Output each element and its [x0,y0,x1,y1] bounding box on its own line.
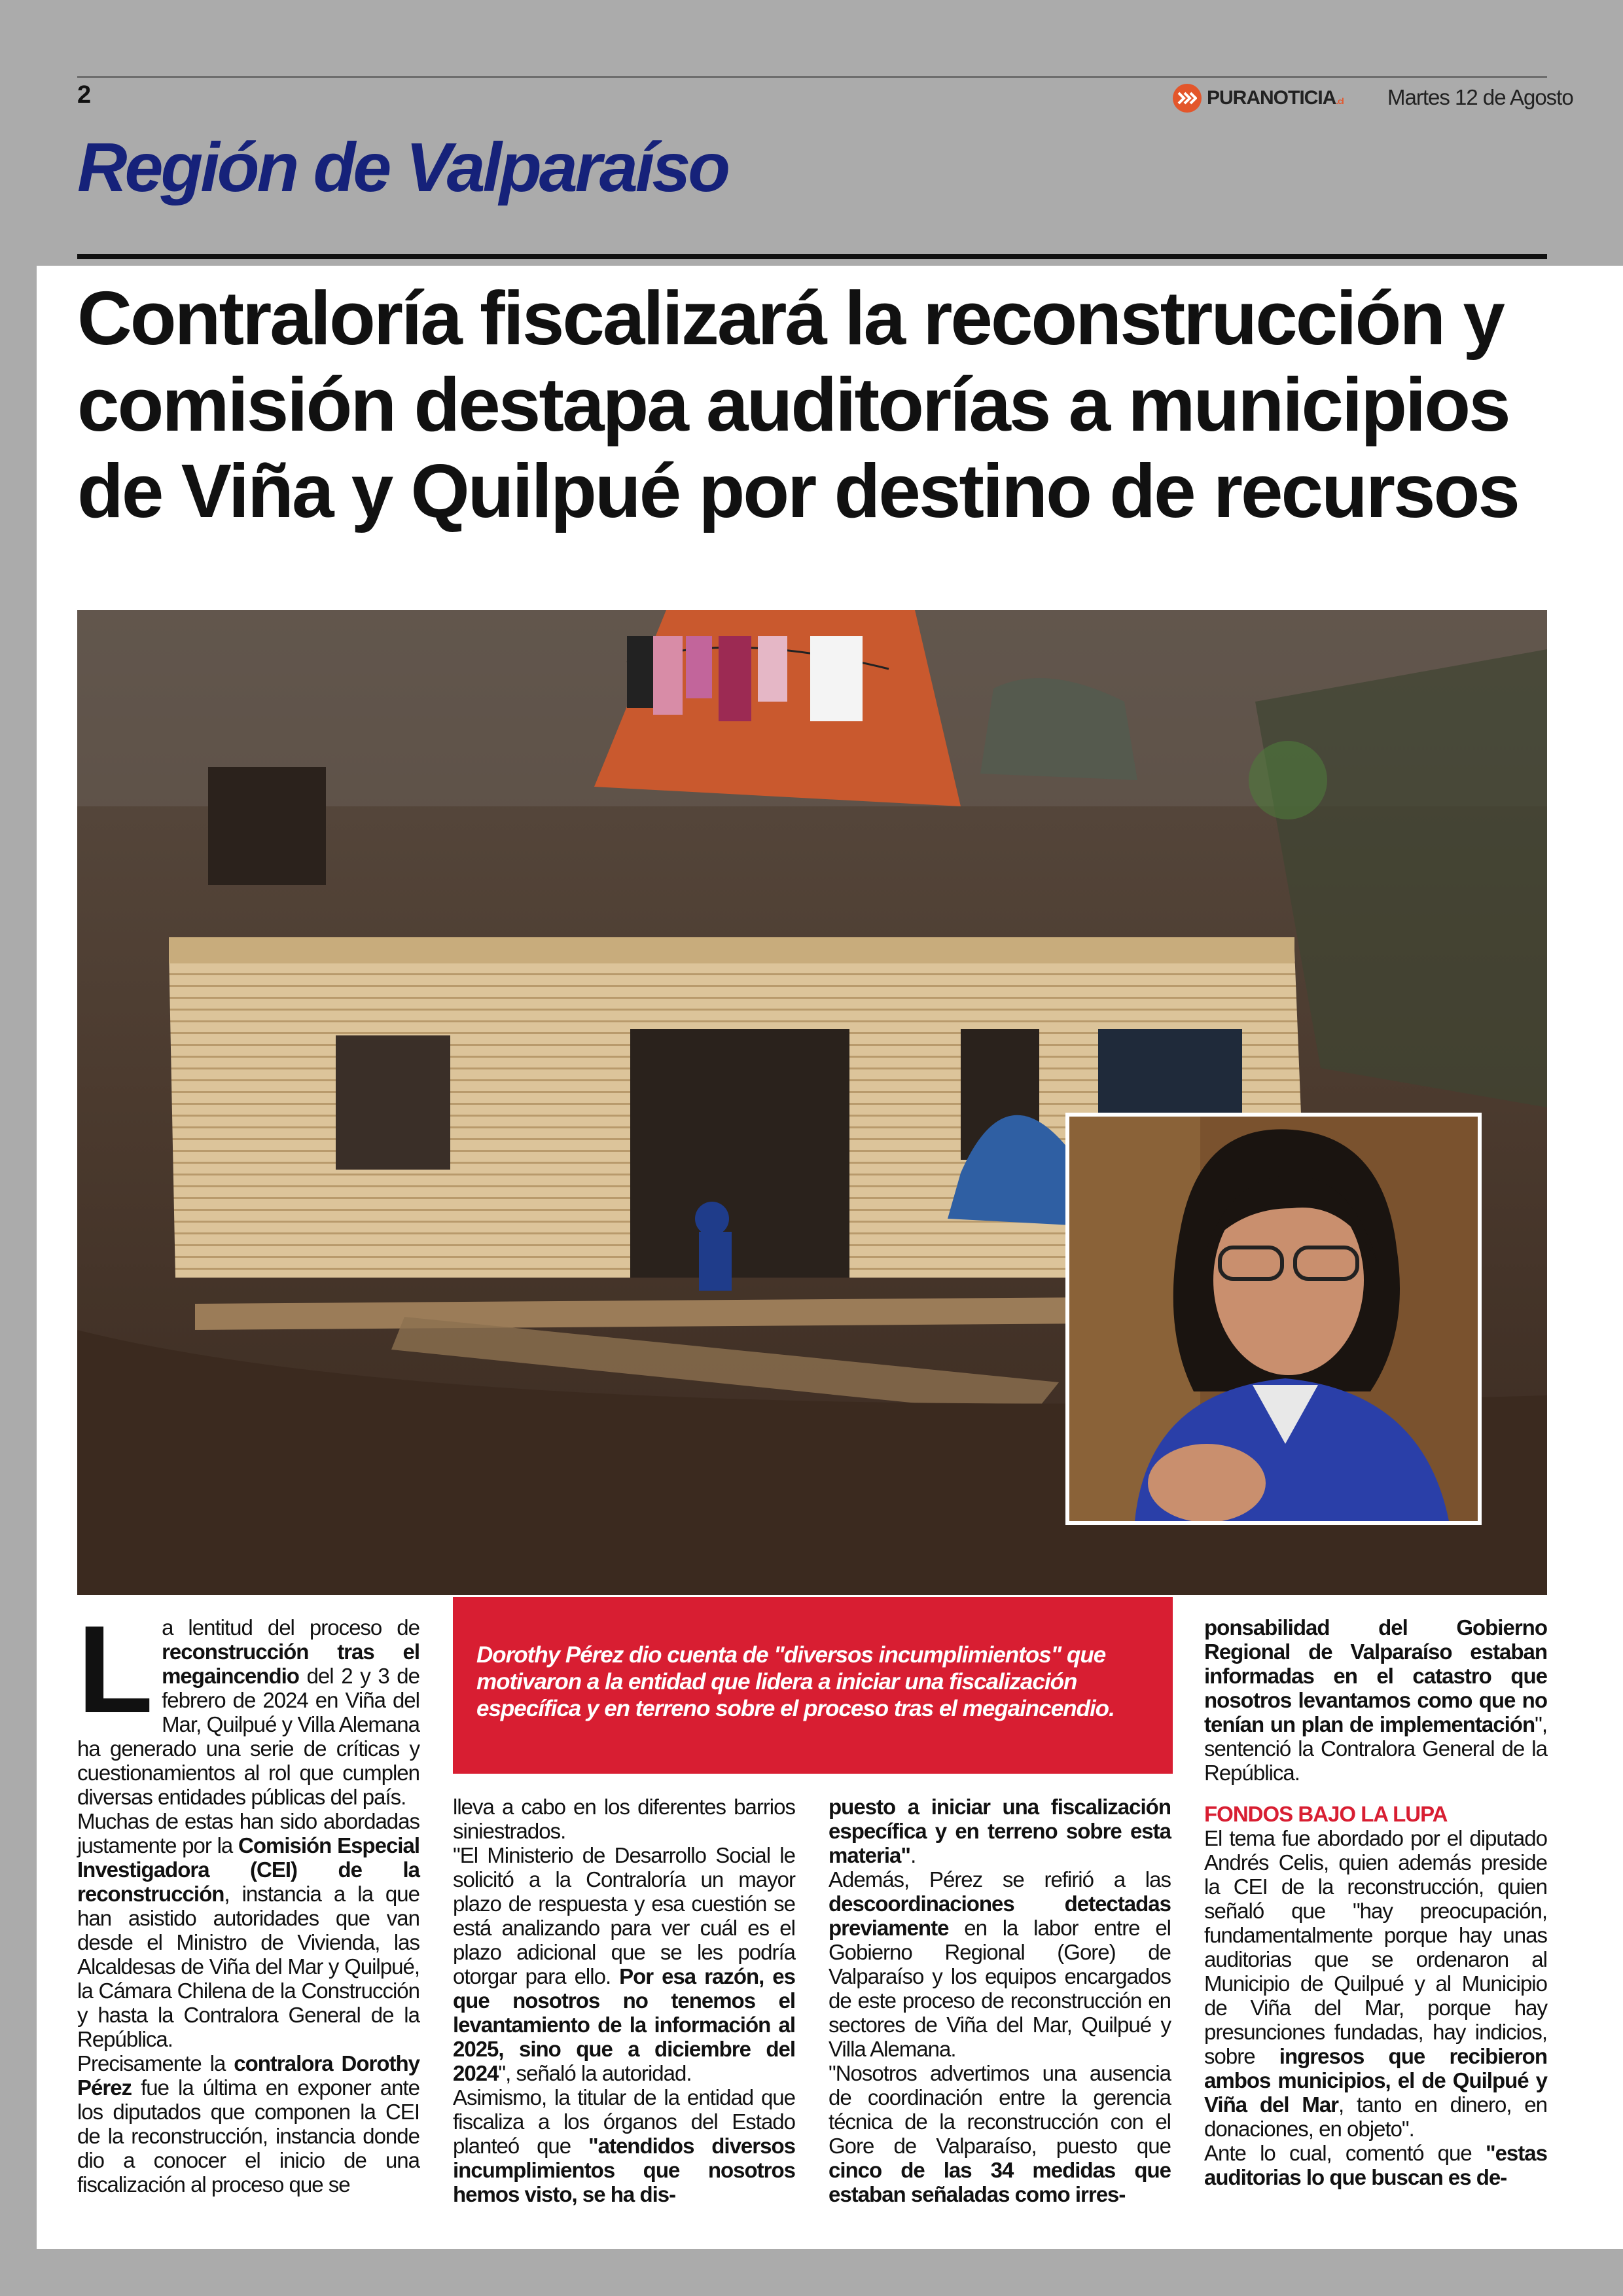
col1-p1-b: reconstrucción tras el megaincendio [162,1640,419,1688]
col1-p2-b: Comisión Especial Investigadora (CEI) de la reconstrucción [77,1833,419,1906]
col3-p3-a: "Nosotros advertimos una ausencia de coordinación entre la gerencia técnica de la reconstrucción con el Gore de Valparaíso, puesto que [829,2061,1171,2158]
subheading-fondos: FONDOS BAJO LA LUPA [1204,1802,1448,1826]
puranoticia-logo [1173,84,1344,113]
col2-p2-b: Por esa razón, es que nosotros no tenemos el levantamiento de la información al 2025, sino que a diciembre del 2024 [453,1964,795,2085]
inset-portrait-photo [1065,1113,1482,1525]
col4-p1-b: ", sentenció la Contralora General de la República. [1204,1712,1547,1785]
article-column-2 [453,1795,795,2206]
col3-p1-end: . [910,1843,916,1867]
col2-p3-a: Asimismo, la titular de la entidad que fiscaliza a los órganos del Estado planteó que [453,2085,795,2158]
logo-name: PURANOTICIA [1207,87,1336,109]
col4-p3-b: "estas auditorias lo que buscan es de- [1204,2141,1547,2189]
col4-p2-c: , tanto en dinero, en donaciones, en objeto". [1204,2092,1547,2141]
col1-p1-c: del 2 y 3 de febrero de 2024 en Viña del Mar, Quilpué y Villa Alemana ha generado una serie de críticas y cuestionamientos al rol que cumplen diversas entidades públicas del país. [77,1664,419,1809]
col3-p1: puesto a iniciar una fiscalización específica y en terreno sobre esta materia" [829,1795,1171,1867]
article-column-1 [77,1600,419,2197]
col1-p3-a: Precisamente la [77,2051,234,2075]
article-column-4 [1204,1615,1547,2189]
issue-date: Martes 12 de Agosto [1387,85,1573,109]
col1-p1-a: a lentitud del proceso de [162,1615,419,1640]
col4-p3-a: Ante lo cual, comentó que [1204,2141,1486,2165]
page-number: 2 [77,81,92,109]
col1-p2-a: Muchas de estas han sido abordadas justamente por la [77,1809,419,1857]
col3-p2-c: en la labor entre el Gobierno Regional (Gore) de Valparaíso y los equipos encargados de este proceso de reconstrucción en sectores de Viña del Mar, Quilpué y Villa Alemana. [829,1916,1171,2061]
section-title: Región de Valparaíso [77,129,728,206]
col1-p3-b: contralora Dorothy Pérez [77,2051,419,2100]
article-headline: Contraloría fiscalizará la reconstrucción y comisión destapa auditorías a municipios de Viña y Quilpué por destino de recursos [77,276,1518,533]
play-chevrons-icon [1173,84,1202,113]
col2-p1: lleva a cabo en los diferentes barrios siniestrados. [453,1795,795,1843]
col2-p2-a: "El Ministerio de Desarrollo Social le solicitó a la Contraloría un mayor plazo de respuesta y esa cuestión se está analizando para ver cuál es el plazo adicional que se les podría otorgar para ello. [453,1843,795,1988]
drop-cap: L [77,1600,153,1739]
col3-p3-b: cinco de las 34 medidas que estaban señaladas como irres- [829,2158,1171,2206]
logo-suffix: .cl [1336,96,1344,106]
pull-quote-box [453,1597,1173,1774]
col2-p2-c: ", señaló la autoridad. [498,2061,692,2085]
col1-p3-c: fue la última en exponer ante los diputados que componen la CEI de la reconstrucción, instancia donde dio a conocer el inicio de una fiscalización al proceso que se [77,2075,419,2197]
header-rule [77,76,1547,78]
col2-p3-b: "atendidos diversos incumplimientos que nosotros hemos visto, se ha dis- [453,2134,795,2206]
col4-p2-b: ingresos que recibieron ambos municipios, el de Quilpué y Viña del Mar [1204,2044,1547,2117]
col1-p2-c: , instancia a la que han asistido autoridades que van desde el Ministro de Vivienda, las Alcaldesas de Viña del Mar y Quilpué, la Cámara Chilena de la Construcción y hasta la Contralora General de la República. [77,1882,419,2051]
col4-p2-a: El tema fue abordado por el diputado Andrés Celis, quien además preside la CEI de la reconstrucción, quien señaló que "hay preocupación, fundamentalmente porque hay unas auditorias que se ordenaron al Municipio de Quilpué y al Municipio de Viña del Mar, porque hay presunciones fundadas, hay indicios, sobre [1204,1826,1547,2068]
article-column-3 [829,1795,1171,2206]
section-rule [77,254,1547,259]
pull-quote-text: Dorothy Pérez dio cuenta de "diversos incumplimientos" que motivaron a la entidad que lidera a iniciar una fiscalización específica y en terreno sobre el proceso tras el megaincendio. [476,1642,1115,1721]
col3-p2-b: descoordinaciones detectadas previamente [829,1892,1171,1940]
col4-p1-a: ponsabilidad del Gobierno Regional de Valparaíso estaban informadas en el catastro que nosotros levantamos como que no tenían un plan de implementación [1204,1615,1547,1736]
col3-p2-a: Además, Pérez se refirió a las [829,1867,1171,1892]
